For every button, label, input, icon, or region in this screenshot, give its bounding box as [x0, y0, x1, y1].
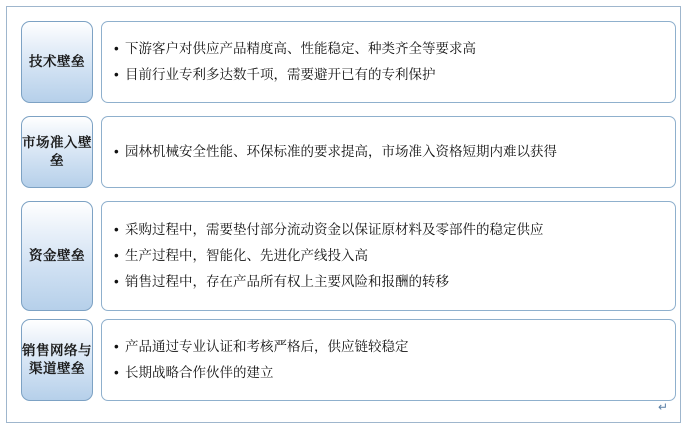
diagram-outer-frame	[6, 6, 681, 423]
diagram-canvas	[21, 21, 676, 401]
diagram-row-technology	[21, 21, 676, 103]
diagram-row-capital	[21, 201, 676, 311]
row-content-market-access	[101, 116, 676, 188]
bullet-item: • 长期战略合作伙伴的建立	[114, 363, 665, 383]
diagram-row-sales-network	[21, 319, 676, 401]
diagram-row-market-access	[21, 116, 676, 188]
row-label-technology[interactable]: 技术壁垒	[21, 21, 93, 103]
bullet-item: • 销售过程中，存在产品所有权上主要风险和报酬的转移	[114, 272, 665, 292]
row-label-sales-network[interactable]: 销售网络与渠道壁垒	[21, 319, 93, 401]
row-content-capital	[101, 201, 676, 311]
row-label-capital[interactable]: 资金壁垒	[21, 201, 93, 311]
bullet-item: • 下游客户对供应产品精度高、性能稳定、种类齐全等要求高	[114, 39, 665, 59]
row-label-market-access[interactable]: 市场准入壁垒	[21, 116, 93, 188]
row-content-technology	[101, 21, 676, 103]
bullet-item: • 采购过程中，需要垫付部分流动资金以保证原材料及零部件的稳定供应	[114, 220, 665, 240]
bullet-item: • 产品通过专业认证和考核严格后，供应链较稳定	[114, 337, 665, 357]
row-content-sales-network	[101, 319, 676, 401]
bullet-item: • 生产过程中，智能化、先进化产线投入高	[114, 246, 665, 266]
paragraph-mark: ↵	[657, 400, 668, 414]
bullet-item: • 目前行业专利多达数千项，需要避开已有的专利保护	[114, 65, 665, 85]
bullet-item: • 园林机械安全性能、环保标准的要求提高，市场准入资格短期内难以获得	[114, 142, 665, 162]
